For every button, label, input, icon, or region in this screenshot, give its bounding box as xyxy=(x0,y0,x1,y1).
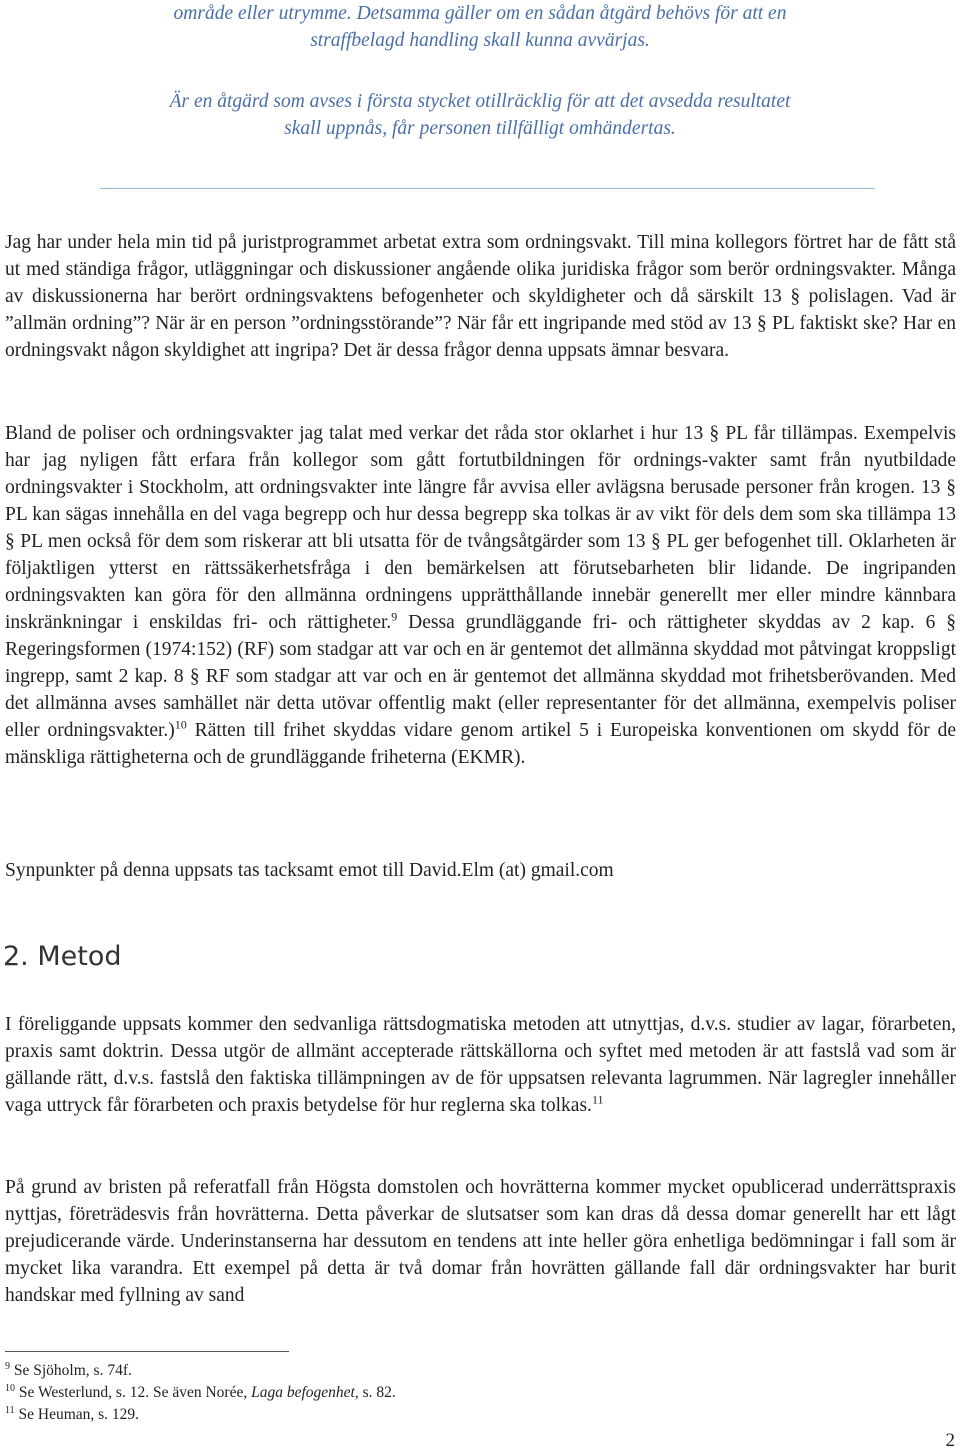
footnote-number: 10 xyxy=(5,1382,15,1394)
footnotes xyxy=(5,1360,396,1426)
paragraph-text: Synpunkter på denna uppsats tas tacksamt emot till David.Elm (at) gmail.com xyxy=(5,860,614,881)
paragraph-text-part: Rätten till frihet skyddas vidare genom artikel 5 i Europeiska konventionen om skydd för de mänskliga rättigheterna och de grundläggande friheterna (EKMR). xyxy=(5,720,957,768)
page-number: 2 xyxy=(945,1430,955,1451)
paragraph-text-part: I föreliggande uppsats kommer den sedvanliga rättsdogmatiska metoden att utnyttjas, d.v.s. studier av lagar, förarbeten, praxis samt doktrin. Dessa utgör de allmänt accepterade rättskällorna och syftet med metoden är att fastslå vad som är gällande rätt, d.v.s. fastslå den faktiska tillämpningen av de för uppsatsen relevanta lagrummen. När lagregler innehåller vaga uttryck får förarbeten och praxis betydelse för hur reglerna ska tolkas. xyxy=(5,1014,956,1116)
quote-line: Är en åtgärd som avses i första stycket otillräcklig för att det avsedda resultatet xyxy=(169,91,791,112)
paragraph-text xyxy=(5,420,956,771)
quote-line: straffbelagd handling skall kunna avvärjas. xyxy=(310,30,650,51)
footnote-ref: 11 xyxy=(591,1092,604,1107)
paragraph-text: Jag har under hela min tid på juristprogrammet arbetat extra som ordningsvakt. Till mina kollegors förtret har de fått stå ut med ständiga frågor, utläggningar och diskussioner angående olika juridiska frågor som berör ordningsvakter. Många av diskussionerna har berört ordningsvaktens befogenheter och skyldigheter och då särskilt 13 § polislagen. Vad är ”allmän ordning”? När är en person ”ordningsstörande”? När får ett ingripande med stöd av 13 § PL faktiskt ske? Har en ordningsvakt någon skyldighet att ingripa? Det är dessa frågor denna uppsats ämnar besvara. xyxy=(5,232,956,361)
footnote-text: Se Heuman, s. 129. xyxy=(18,1406,140,1423)
paragraph-text-part: Bland de poliser och ordningsvakter jag talat med verkar det råda stor oklarhet i hur 13 § PL får tillämpas. Exempelvis har jag nyligen fått erfara från kollegor som gått fortutbildningen för ordnings-vakter samt från nyutbildade ordningsvakter i Stockholm, att ordningsvakter inte längre får avvisa eller avlägsna berusade personer från krogen. 13 § PL kan sägas innehålla en del vaga begrepp och hur dessa begrepp ska tolkas är av vikt för dels dem som ska tillämpa 13 § PL men också för dem som riskerar att bli utsatta för de tvångsåtgärder som 13 § PL ger befogenhet till. Oklarheten är följaktligen ytterst en rättssäkerhetsfråga i den bemärkelsen att förutsebarheten blir lidande. De ingripanden ordningsvakten kan göra för den allmänna ordningens upprätthållande innebär generellt mer eller mindre kännbara inskränkningar i enskildas fri- och rättigheter. xyxy=(5,423,956,633)
paragraph-text: På grund av bristen på referatfall från Högsta domstolen och hovrätterna kommer mycket opublicerad underrättspraxis nyttjas, företrädesvis från hovrätterna. Detta påverkar de slutsatser som kan dras då dessa domar generellt har ett lågt prejudicerande värde. Underinstanserna har dessutom en tendens att inte heller göra enhetliga bedömningar i fall som är mycket lika varandra. Ett exempel på detta är två domar från hovrätten gällande fall där ordningsvakter har burit handskar med fyllning av sand xyxy=(5,1177,956,1306)
paragraph xyxy=(5,1011,956,1119)
paragraph xyxy=(5,1174,956,1309)
paragraph-text xyxy=(5,1011,956,1119)
footnote-ref: 9 xyxy=(391,609,398,624)
footnote-separator xyxy=(5,1351,289,1352)
footnote-italic-title: Laga befogenhet xyxy=(251,1384,355,1401)
paragraph xyxy=(5,229,956,364)
footnote-text: , s. 82. xyxy=(354,1384,396,1401)
footnote-number: 9 xyxy=(5,1360,10,1372)
paragraph xyxy=(5,420,956,771)
footnote-ref: 10 xyxy=(174,717,187,732)
footnote-text: Se Westerlund, s. 12. Se även Norée, xyxy=(18,1384,252,1401)
footnote xyxy=(5,1404,396,1426)
section-heading: 2. Metod xyxy=(3,941,122,972)
law-quote xyxy=(80,88,880,142)
paragraph xyxy=(5,857,956,884)
footnote xyxy=(5,1382,396,1404)
quote-line: område eller utrymme. Detsamma gäller om en sådan åtgärd behövs för att en xyxy=(173,3,787,24)
footnote-number: 11 xyxy=(5,1404,15,1416)
law-quote xyxy=(80,0,880,54)
separator-rule xyxy=(100,188,875,189)
paragraph-text-part: Dessa grundläggande fri- och rättigheter skyddas av 2 kap. 6 § Regeringsformen (1974:152) (RF) som stadgar att var och en är gentemot det allmänna skyddad mot påtvingat kroppsligt ingrepp, samt 2 kap. 8 § RF som stadgar att var och en är gentemot det allmänna skyddad mot frihetsberövanden. Med det allmänna avses samhället när detta utövar offentlig makt (eller representanter för det allmänna, exempelvis poliser eller ordningsvakter.) xyxy=(5,612,956,741)
footnote xyxy=(5,1360,396,1382)
quote-line: skall uppnås, får personen tillfälligt omhändertas. xyxy=(284,118,676,139)
footnote-text: Se Sjöholm, s. 74f. xyxy=(13,1362,132,1379)
